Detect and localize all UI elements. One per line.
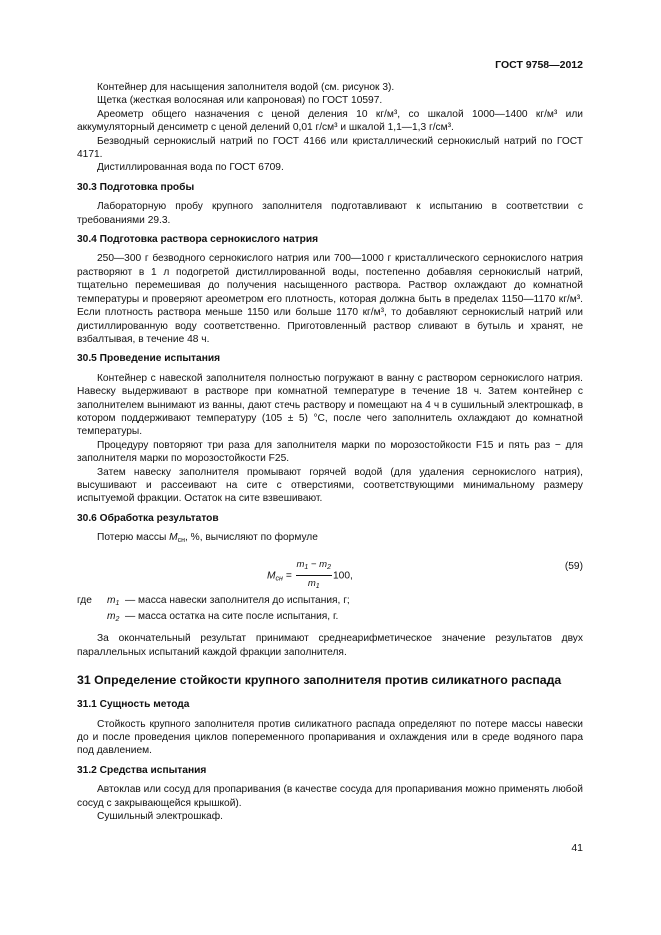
paragraph: Ареометр общего назначения с ценой деления 10 кг/м³, со шкалой 1000—1400 кг/м³ или аккумуляторный денсиметр с ценой делений 0,01 г/см³ и шкалой 1,1—1,3 г/см³. <box>77 108 583 134</box>
paragraph: Затем навеску заполнителя промывают горячей водой (для удаления сернокислого натрия), высушивают и рассеивают на сите с отверстиями, соответствующими минимальному размеру испытуемой фракции. Остаток на сите взвешивают. <box>77 466 583 505</box>
variable-legend <box>77 594 583 627</box>
section-heading: 31.2 Средства испытания <box>77 764 207 776</box>
section-heading: 31.1 Сущность метода <box>77 699 190 711</box>
formula-intro: Потерю массы $M_{сн}$, %, вычисляют по формуле <box>97 532 318 545</box>
paragraph: Безводный сернокислый натрий по ГОСТ 4166 или кристаллический сернокислый натрий по ГОСТ 4171. <box>77 135 583 161</box>
paragraph: Стойкость крупного заполнителя против силикатного распада определяют по потере массы навески до и после проведения циклов попеременного пропаривания и охлаждения или в среде водяного пара под давлением. <box>77 718 583 757</box>
paragraph: Лабораторную пробу крупного заполнителя подготавливают к испытанию в соответствии с требованиями 29.3. <box>77 201 583 226</box>
legend-row: $m_2$ — масса остатка на сите после испытания, г. <box>107 611 339 623</box>
section-heading: 30.6 Обработка результатов <box>77 512 219 524</box>
paragraph: Дистиллированная вода по ГОСТ 6709. <box>97 162 284 174</box>
paragraph: 250—300 г безводного сернокислого натрия или 700—1000 г кристаллического сернокислого натрия растворяют в 1 л подогретой дистиллированной воды, постепенно добавляя сернокислый натрий, тщательно перемешивая до получения насыщенного раствора. Раствор охлаждают до комнатной температуры и проверяют ареометром его плотность, которая должна быть в пределах 1150—1170 кг/м³. Если плотность раствора меньше 1150 или больше 1170 кг/м³, то добавляют сернокислый натрий или дистиллированную воду соответственно. Приготовленный раствор сливают в бутыль и хранят, не взбалтывая, в течение 48 ч. <box>77 253 583 345</box>
document-header: ГОСТ 9758—2012 <box>495 59 583 71</box>
formula-fraction: $\frac{m_1 - m_2}{m_1}$ <box>296 558 331 590</box>
document-body <box>77 81 583 823</box>
paragraph: Щетка (жесткая волосяная или капроновая) по ГОСТ 10597. <box>97 95 383 107</box>
section-heading: 30.3 Подготовка пробы <box>77 181 195 193</box>
formula-number: (59) <box>564 560 583 572</box>
paragraph: Сушильный электрошкаф. <box>97 811 223 823</box>
page-number: 41 <box>571 842 583 854</box>
formula: $M_{сн}$ = $\frac{m_1 - m_2}{m_1}$ 100, <box>267 558 353 594</box>
paragraph: Контейнер с навеской заполнителя полностью погружают в ванну с раствором сернокислого натрия. Навеску выдерживают в растворе при комнатной температуре в течение 18 ч. Затем контейнер с заполнителем вынимают из ванны, дают стечь раствору и помещают на 4 ч в сушильный электрошкаф, в котором поддерживают температуру (105 ± 5) °С, после чего заполнитель охлаждают до комнатной температуры. <box>77 372 583 438</box>
paragraph: Контейнер для насыщения заполнителя водой (см. рисунок 3). <box>97 82 395 93</box>
paragraph: Автоклав или сосуд для пропаривания (в качестве сосуда для пропаривания можно применять любой сосуд с закрывающейся крышкой). <box>77 784 583 809</box>
paragraph: Процедуру повторяют три раза для заполнителя марки по морозостойкости F15 и пять раз − для заполнителя марки по морозостойкости F25. <box>77 439 583 465</box>
chapter-heading: 31 Определение стойкости крупного заполнителя против силикатного распада <box>77 673 562 688</box>
section-heading: 30.5 Проведение испытания <box>77 353 221 365</box>
paragraph: За окончательный результат принимают среднеарифметическое значение результатов двух параллельных испытаний каждой фракции заполнителя. <box>77 633 583 658</box>
section-heading: 30.4 Подготовка раствора сернокислого натрия <box>77 234 319 246</box>
formula-block <box>77 552 583 588</box>
legend-row: где $m_1$ — масса навески заполнителя до испытания, г; <box>77 594 350 607</box>
